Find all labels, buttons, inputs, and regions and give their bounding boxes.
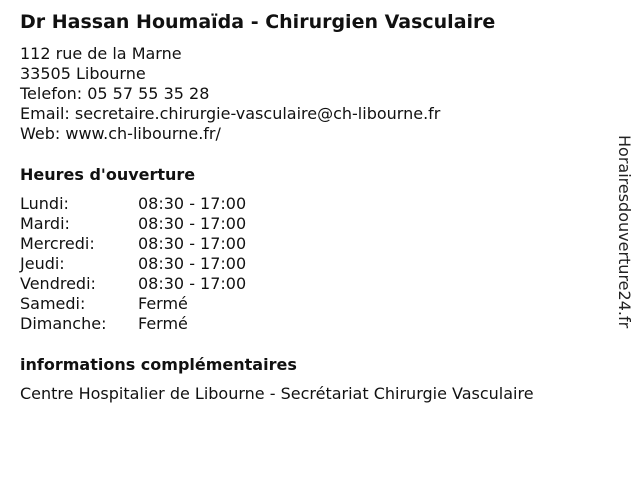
phone-line: Telefon: 05 57 55 35 28 <box>20 84 210 103</box>
hours-value: 08:30 - 17:00 <box>138 234 247 253</box>
address-street: 112 rue de la Marne <box>20 44 182 63</box>
additional-info-text: Centre Hospitalier de Libourne - Secrétariat Chirurgie Vasculaire <box>20 384 534 403</box>
day-label: Vendredi: <box>20 274 96 293</box>
hours-row-mardi <box>20 214 246 234</box>
hours-row-dimanche <box>20 314 246 334</box>
opening-hours-table <box>20 194 246 334</box>
hours-value: Fermé <box>138 294 188 313</box>
page-title: Dr Hassan Houmaïda - Chirurgien Vasculaire <box>20 11 496 33</box>
hours-value: Fermé <box>138 314 188 333</box>
address-city: 33505 Libourne <box>20 64 146 83</box>
day-label: Jeudi: <box>20 254 65 273</box>
hours-value: 08:30 - 17:00 <box>138 214 247 233</box>
day-label: Samedi: <box>20 294 86 313</box>
hours-value: 08:30 - 17:00 <box>138 194 247 213</box>
day-label: Dimanche: <box>20 314 107 333</box>
hours-value: 08:30 - 17:00 <box>138 254 247 273</box>
contact-block <box>20 44 440 144</box>
hours-row-mercredi <box>20 234 246 254</box>
site-watermark: Horairesdouverture24.fr <box>615 135 634 329</box>
opening-hours-heading: Heures d'ouverture <box>20 165 196 184</box>
web-line: Web: www.ch-libourne.fr/ <box>20 124 221 143</box>
hours-row-lundi <box>20 194 246 214</box>
day-label: Mercredi: <box>20 234 95 253</box>
additional-info-heading: informations complémentaires <box>20 355 297 374</box>
email-line: Email: secretaire.chirurgie-vasculaire@ch-libourne.fr <box>20 104 441 123</box>
hours-value: 08:30 - 17:00 <box>138 274 247 293</box>
hours-row-samedi <box>20 294 246 314</box>
day-label: Mardi: <box>20 214 70 233</box>
hours-row-vendredi <box>20 274 246 294</box>
day-label: Lundi: <box>20 194 69 213</box>
hours-row-jeudi <box>20 254 246 274</box>
